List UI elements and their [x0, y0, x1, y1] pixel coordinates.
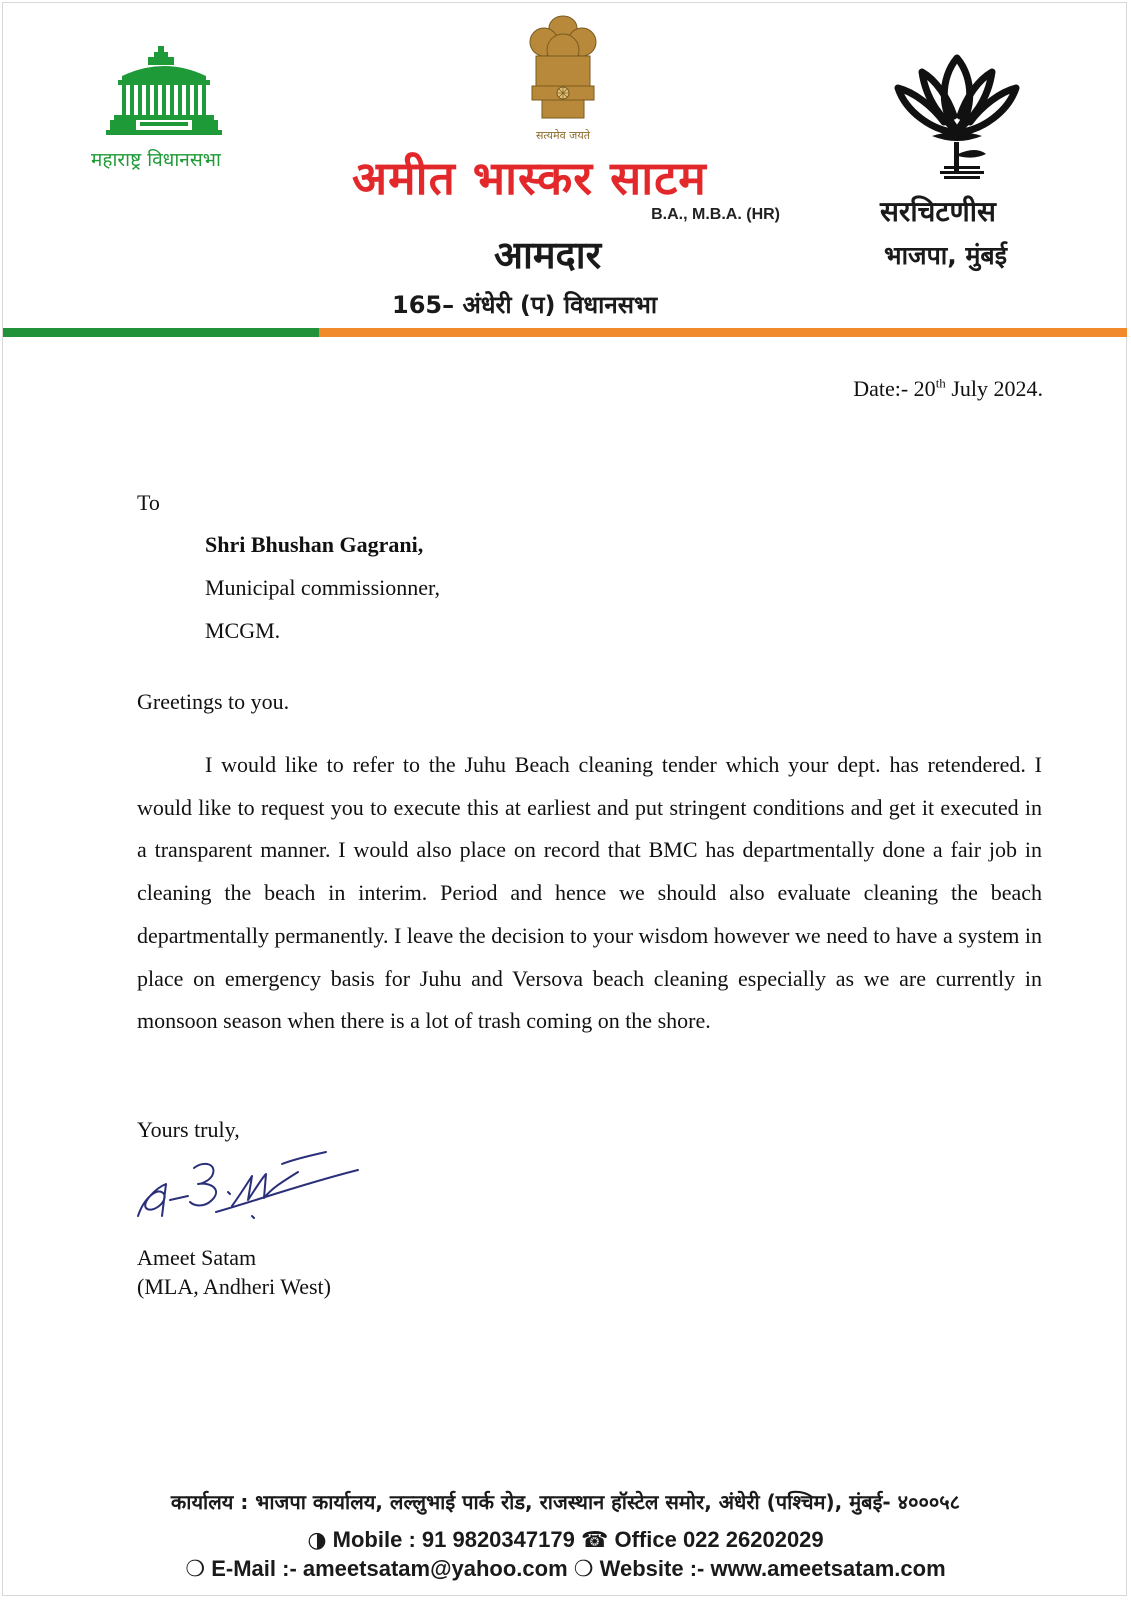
- closing: Yours truly,: [137, 1117, 240, 1142]
- footer-email[interactable]: E-Mail :- ameetsatam@yahoo.com: [211, 1556, 568, 1581]
- mobile-icon: ◑: [307, 1528, 327, 1553]
- footer-website[interactable]: Website :- www.ameetsatam.com: [599, 1556, 946, 1581]
- recipient-name: Shri Bhushan Gagrani,: [205, 532, 424, 557]
- salutation-to: To: [137, 490, 160, 515]
- letter-body: I would like to refer to the Juhu Beach cleaning tender which your dept. has retendered. I would like to request you to execute this at earliest and put stringent conditions and get it executed in a transparent manner. I would also place on record that BMC has departmentally done a fair job in cleaning the beach in interim. Period and hence we should also evaluate cleaning the beach departmentally permanently. I leave the decision to your wisdom however we need to have a system in place on emergency basis for Juhu and Versova beach cleaning especially as we are currently in monsoon season when there is a lot of trash coming on the shore.: [137, 752, 1042, 1034]
- bullet-icon: ❍: [185, 1557, 206, 1582]
- date-suffix: July 2024.: [945, 376, 1043, 401]
- footer-mobile: Mobile : 91 9820347179: [332, 1527, 575, 1552]
- assembly-caption: महाराष्ट्र विधानसभा: [91, 149, 221, 171]
- national-emblem: [522, 12, 604, 124]
- emblem-motto: सत्यमेव जयते: [535, 129, 590, 142]
- recipient-organization: MCGM.: [205, 618, 281, 643]
- vidhan-sabha-building-logo: [104, 44, 224, 144]
- lotus-logo: [892, 50, 1022, 184]
- footer-contact-line: [0, 1556, 1131, 1582]
- recipient-title: Municipal commissionner,: [205, 575, 440, 600]
- footer-phone-line: [0, 1527, 1131, 1553]
- date-superscript: th: [935, 375, 946, 391]
- phone-icon: ☎: [580, 1528, 609, 1553]
- signature: [132, 1142, 372, 1242]
- date-prefix: Date:- 20: [853, 376, 936, 401]
- legislator-name: अमीत भास्कर साटम: [352, 151, 707, 205]
- letter-date: [853, 376, 1043, 402]
- signer-name: Ameet Satam: [137, 1245, 257, 1270]
- party-role: सरचिटणीस: [880, 195, 996, 228]
- degrees: B.A., M.B.A. (HR): [651, 206, 780, 223]
- footer-office: Office 022 26202029: [614, 1527, 824, 1552]
- constituency: 165– अंधेरी (प) विधानसभा: [392, 291, 658, 319]
- bullet-icon: ❍: [573, 1557, 594, 1582]
- header-stripe-green: [3, 328, 319, 337]
- signer-role: (MLA, Andheri West): [137, 1274, 331, 1299]
- header-stripe-orange: [319, 328, 1127, 337]
- designation: आमदार: [494, 233, 602, 277]
- greeting: Greetings to you.: [137, 689, 290, 714]
- footer-address: कार्यालय : भाजपा कार्यालय, लल्लुभाई पार्क रोड, राजस्थान हॉस्टेल समोर, अंधेरी (पश्चिम), मुंबई- ४०००५८: [170, 1490, 961, 1514]
- party-city: भाजपा, मुंबई: [884, 241, 1007, 270]
